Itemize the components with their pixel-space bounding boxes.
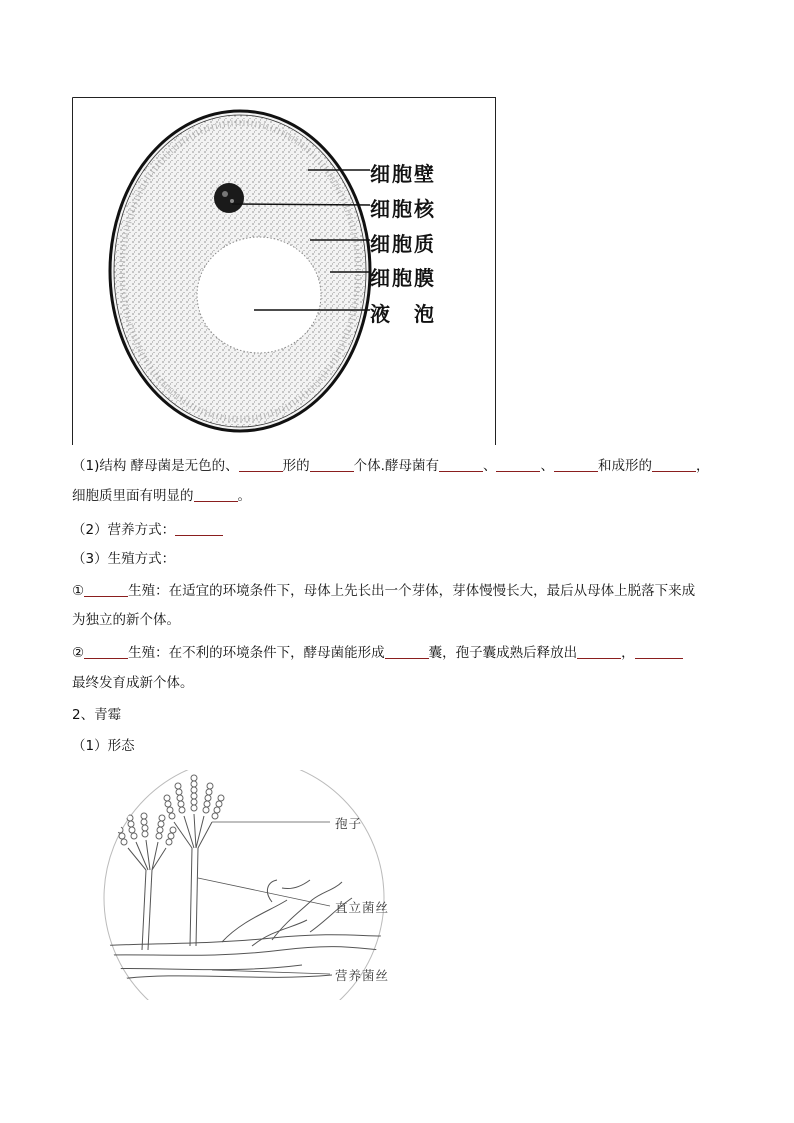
fill-blank[interactable] — [175, 521, 223, 536]
label-aerial-hyphae: 直立菌丝 — [335, 900, 390, 915]
fill-blank[interactable] — [577, 644, 621, 659]
label-vegetative-hyphae: 营养菌丝 — [335, 968, 390, 983]
label-vacuole: 液 泡 — [370, 302, 436, 326]
text-segment: 细胞质里面有明显的 — [72, 488, 194, 504]
fill-blank[interactable] — [439, 457, 483, 472]
text-segment: ， — [621, 645, 635, 661]
text-segment: 个体.酵母菌有 — [353, 458, 439, 474]
label-cell-wall: 细胞壁 — [370, 162, 436, 186]
spore-line-1 — [72, 643, 683, 663]
fill-blank[interactable] — [554, 457, 598, 472]
fill-blank[interactable] — [310, 457, 354, 472]
fill-blank[interactable] — [239, 457, 283, 472]
nutrition-line — [72, 520, 223, 540]
text-segment: 囊，孢子囊成熟后释放出 — [428, 645, 578, 661]
text-segment: ① — [72, 583, 85, 599]
spore-line-2: 最终发育成新个体。 — [72, 675, 194, 691]
morphology-heading: （1）形态 — [72, 738, 135, 754]
text-segment: 生殖：在不利的环境条件下，酵母菌能形成 — [128, 645, 385, 661]
text-segment: ， — [695, 458, 710, 474]
label-nucleus: 细胞核 — [370, 197, 436, 221]
section-penicillium: 2、青霉 — [72, 707, 122, 723]
fill-blank[interactable] — [84, 644, 128, 659]
budding-line-2: 为独立的新个体。 — [72, 612, 180, 628]
text-segment: 、 — [540, 458, 554, 474]
fill-blank[interactable] — [652, 457, 696, 472]
label-cell-membrane: 细胞膜 — [370, 266, 436, 290]
text-segment: （2）营养方式： — [72, 522, 176, 538]
budding-line-1 — [72, 581, 695, 601]
vacuole — [197, 237, 321, 353]
text-segment: 。 — [237, 488, 251, 504]
text-segment: 生殖：在适宜的环境条件下，母体上先长出一个芽体，芽体慢慢长大，最后从母体上脱落下来成 — [128, 583, 696, 599]
nucleus — [214, 183, 244, 213]
label-spore: 孢子 — [335, 816, 363, 831]
text-segment: ② — [72, 645, 85, 661]
structure-line-1 — [72, 456, 709, 476]
text-segment: 和成形的 — [597, 458, 652, 474]
reproduction-heading: （3）生殖方式： — [72, 551, 176, 567]
fill-blank[interactable] — [84, 582, 128, 597]
fill-blank[interactable] — [194, 487, 238, 502]
yeast-cell-figure — [72, 97, 496, 445]
fill-blank[interactable] — [496, 457, 540, 472]
structure-line-2 — [72, 486, 251, 506]
text-segment: 形的 — [282, 458, 310, 474]
penicillium-figure — [72, 770, 417, 1000]
fill-blank[interactable] — [635, 644, 683, 659]
fill-blank[interactable] — [385, 644, 429, 659]
label-cytoplasm: 细胞质 — [370, 232, 436, 256]
text-segment: 、 — [482, 458, 497, 474]
text-segment: （1)结构 酵母菌是无色的、 — [72, 458, 239, 474]
